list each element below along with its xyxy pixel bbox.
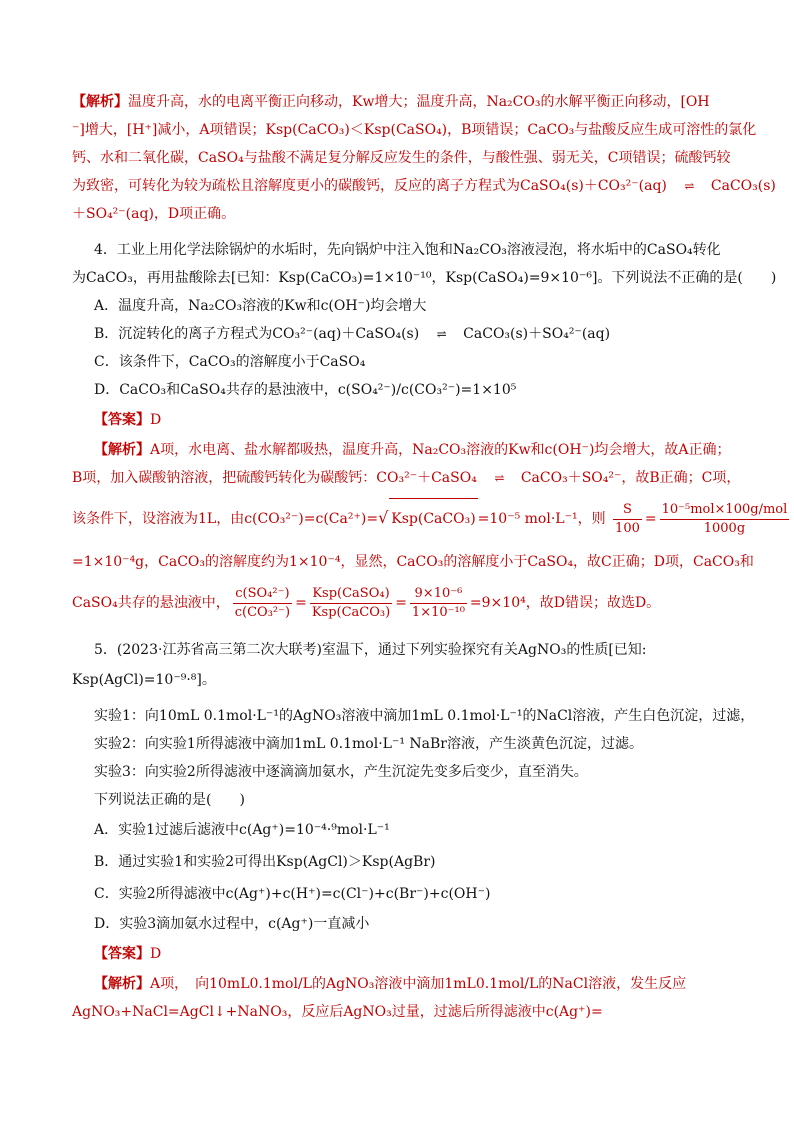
equilibrium-arrow-icon: ⇌ — [684, 179, 694, 193]
q5-option-c: C．实验2所得滤液中c(Ag⁺)+c(H⁺)=c(Cl⁻)+c(Br⁻)+c(OH⁻) — [94, 886, 491, 902]
q5-option-d: D．实验3滴加氨水过程中，c(Ag⁺)一直减小 — [94, 916, 370, 932]
analysis-prev-line-4: 为致密，可转化为较为疏松且溶解度更小的碳酸钙，反应的离子方程式为CaSO₄(s)＋CO₃²⁻(aq) ⇌ CaCO₃(s) — [72, 178, 776, 194]
fraction-mass-calc: $\frac{\text{10⁻⁵mol×100g/mol}}{1000g}$ — [661, 501, 788, 536]
q4-option-c: C．该条件下，CaCO₃的溶解度小于CaSO₄ — [94, 354, 366, 370]
q5-stem-line-2: Ksp(AgCl)=10⁻⁹·⁸]。 — [72, 672, 216, 688]
fraction-s-over-100: $\frac{S}{100}$ — [615, 501, 640, 536]
analysis-prev-line-1: 【解析】温度升高，水的电离平衡正向移动，Kw增大；温度升高，Na₂CO₃的水解平衡正向移动，[OH — [72, 94, 710, 110]
fraction-numeric-ratio: $\frac{\text{9×10⁻⁶}}{\text{1×10⁻¹⁰}}$ — [411, 585, 465, 620]
analysis-label: 【解析】 — [72, 94, 128, 110]
q5-option-a: A．实验1过滤后滤液中c(Ag⁺)=10⁻⁴·⁹mol·L⁻¹ — [94, 822, 390, 838]
q4-stem-line-2: 为CaCO₃，再用盐酸除去[已知：Ksp(CaCO₃)=1×10⁻¹⁰，Ksp(CaSO₄)=9×10⁻⁶]。下列说法不正确的是( ) — [72, 270, 777, 286]
q4-option-d: D．CaCO₃和CaSO₄共存的悬浊液中，c(SO₄²⁻)/c(CO₃²⁻)=1×10⁵ — [94, 382, 517, 398]
fraction-ksp-ratio: $\frac{\text{Ksp(CaSO₄)}}{\text{Ksp(CaCO₃)}}$ — [311, 585, 391, 620]
equilibrium-arrow-icon: ⇌ — [494, 471, 504, 485]
analysis-prev-line-2: ⁻]增大，[H⁺]减小，A项错误；Ksp(CaCO₃)＜Ksp(CaSO₄)，B项错误；CaCO₃与盐酸反应生成可溶性的氯化 — [72, 122, 757, 138]
q5-analysis-line-2: AgNO₃+NaCl=AgCl↓+NaNO₃，反应后AgNO₃过量，过滤后所得滤液中c(Ag⁺)= — [72, 1004, 603, 1020]
q4-analysis-line-4: =1×10⁻⁴g，CaCO₃的溶解度约为1×10⁻⁴，显然，CaCO₃的溶解度小于CaSO₄，故C正确；D项，CaCO₃和 — [72, 554, 754, 570]
q4-analysis-line-1: 【解析】A项，水电离、盐水解都吸热，温度升高，Na₂CO₃溶液的Kw和c(OH⁻)均会增大，故A正确； — [94, 442, 731, 458]
q4-stem-line-1: 4．工业上用化学法除锅炉的水垢时，先向锅炉中注入饱和Na₂CO₃溶液浸泡，将水垢中的CaSO₄转化 — [94, 242, 721, 258]
equilibrium-arrow-icon: ⇌ — [436, 327, 446, 341]
q4-analysis-line-3: 该条件下，设溶液为1L，由c(CO₃²⁻)=c(Ca²⁺)=√ Ksp(CaCO₃) =10⁻⁵ mol·L⁻¹，则 $\frac{S}{100}$ = $\frac{\text{10⁻⁵mol×100g/mol}}{1000g}$ — [72, 498, 724, 538]
q5-experiment-3: 实验3：向实验2所得滤液中逐滴滴加氨水，产生沉淀先变多后变少，直至消失。 — [94, 764, 588, 780]
q5-question: 下列说法正确的是( ) — [94, 792, 245, 808]
analysis-prev-line-3: 钙、水和二氧化碳，CaSO₄与盐酸不满足复分解反应发生的条件，与酸性强、弱无关，C项错误；硫酸钙较 — [72, 150, 731, 166]
q4-answer: 【答案】D — [94, 412, 162, 428]
q5-experiment-1: 实验1：向10mL 0.1mol·L⁻¹的AgNO₃溶液中滴加1mL 0.1mol·L⁻¹的NaCl溶液，产生白色沉淀，过滤， — [94, 708, 755, 724]
q4-analysis-line-2: B项，加入碳酸钠溶液，把硫酸钙转化为碳酸钙：CO₃²⁻＋CaSO₄ ⇌ CaCO₃＋SO₄²⁻，故B正确；C项， — [72, 470, 741, 486]
q5-analysis-line-1: 【解析】A项， 向10mL0.1mol/L的AgNO₃溶液中滴加1mL0.1mol/L的NaCl溶液，发生反应 — [94, 976, 687, 992]
q4-analysis-line-5: CaSO₄共存的悬浊液中， $\frac{\text{c(SO₄²⁻)}}{\text{c(CO₃²⁻)}}$ = $\frac{\text{Ksp(CaSO₄)}}{\text{Ksp(CaCO₃)}}$ = $\frac{\text{9×10⁻⁶}}{\text{1×10⁻¹⁰}}$ =9×10⁴，故D错误；故选D。 — [72, 585, 661, 620]
q5-option-b: B．通过实验1和实验2可得出Ksp(AgCl)＞Ksp(AgBr) — [94, 854, 436, 870]
q5-answer: 【答案】D — [94, 946, 162, 962]
q5-stem-line-1: 5．(2023·江苏省高三第二次大联考)室温下，通过下列实验探究有关AgNO₃的性质[已知: — [94, 642, 647, 658]
q5-experiment-2: 实验2：向实验1所得滤液中滴加1mL 0.1mol·L⁻¹ NaBr溶液，产生淡黄色沉淀，过滤。 — [94, 736, 643, 752]
analysis-prev-line-5: ＋SO₄²⁻(aq)，D项正确。 — [72, 206, 236, 222]
q4-option-a: A．温度升高，Na₂CO₃溶液的Kw和c(OH⁻)均会增大 — [94, 298, 427, 314]
sqrt-sign-icon: √ — [378, 508, 389, 527]
fraction-concentration-ratio: $\frac{\text{c(SO₄²⁻)}}{\text{c(CO₃²⁻)}}$ — [234, 585, 291, 620]
q4-option-b: B．沉淀转化的离子方程式为CO₃²⁻(aq)＋CaSO₄(s) ⇌ CaCO₃(s)＋SO₄²⁻(aq) — [94, 326, 611, 342]
